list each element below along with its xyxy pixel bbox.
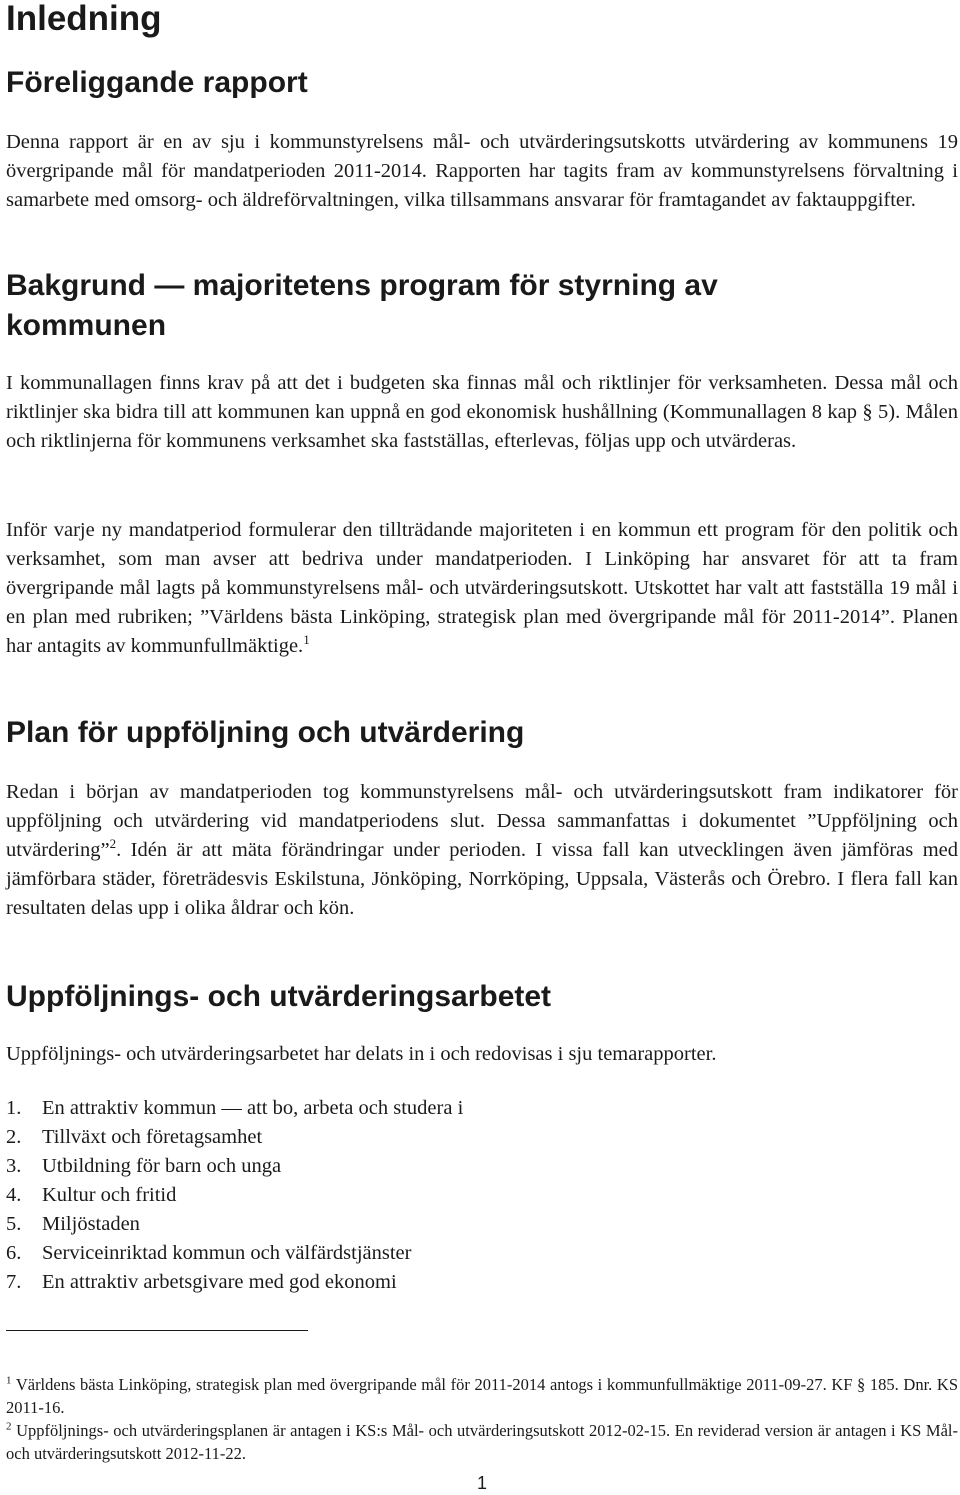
paragraph-plan-text-1: Redan i början av mandatperioden tog kommunstyrelsens mål- och utvärderingsutskott fram indikatorer för uppföljning och utvärdering vid mandatperiodens slut. Dessa sammanfattas i dokumentet ”Uppföljning och utvärdering” <box>6 781 958 861</box>
footnote-ref-1[interactable]: 1 <box>303 632 310 648</box>
heading-uppfoljningsarbetet: Uppföljnings- och utvärderingsarbetet <box>6 980 552 1013</box>
list-item <box>6 1239 463 1268</box>
list-item-text: En attraktiv kommun — att bo, arbeta och studera i <box>42 1097 464 1119</box>
list-item-number: 7. <box>6 1271 22 1293</box>
heading-bakgrund-line2: kommunen <box>6 309 167 342</box>
footnote-number: 2 <box>6 1420 12 1433</box>
heading-foreliggande-rapport: Föreliggande rapport <box>6 66 308 99</box>
footnote-ref-2[interactable]: 2 <box>109 836 117 852</box>
paragraph-kommunallagen: I kommunallagen finns krav på att det i budgeten ska finnas mål och riktlinjer för verksamheten. Dessa mål och riktlinjer ska bidra till att kommunen kan uppnå en god ekonomisk hushållning (Kommunallagen 8 kap § 5). Målen och riktlinjerna för kommunens verksamhet ska fastställas, efterlevas, följas upp och utvärderas. <box>6 372 958 452</box>
list-item-number: 1. <box>6 1097 22 1119</box>
paragraph-plan-text-2: . Idén är att mäta förändringar under perioden. I vissa fall kan utvecklingen även jämföras med jämförbara städer, företrädesvis Eskilstuna, Jönköping, Norrköping, Uppsala, Västerås och Örebro. I flera fall kan resultaten delas upp i olika åldrar och kön. <box>6 839 958 919</box>
list-item-number: 4. <box>6 1184 22 1206</box>
footnote-1 <box>6 1373 958 1419</box>
list-item-number: 6. <box>6 1242 22 1264</box>
heading-plan-uppfoljning: Plan för uppföljning och utvärdering <box>6 716 525 749</box>
paragraph-mandatperiod-text: Inför varje ny mandatperiod formulerar den tillträdande majoriteten i en kommun ett program för den politik och verksamhet, som man avser att bedriva under mandatperioden. I Linköping har ansvaret för att ta fram övergripande mål lagts på kommunstyrelsens mål- och utvärderingsutskott. Utskottet har valt att fastställa 19 mål i en plan med rubriken; ”Världens bästa Linköping, strategisk plan med övergripande mål för 2011-2014”. Planen har antagits av kommunfullmäktige. <box>6 519 958 657</box>
list-item-text: Kultur och fritid <box>42 1184 177 1206</box>
footnote-text: Världens bästa Linköping, strategisk plan med övergripande mål för 2011-2014 antogs i kommunfullmäktige 2011-09-27. KF § 185. Dnr. KS 2011-16. <box>6 1375 958 1417</box>
list-item-text: Serviceinriktad kommun och välfärdstjänster <box>42 1242 412 1264</box>
footnote-number: 1 <box>6 1374 12 1387</box>
list-item <box>6 1181 463 1210</box>
list-item <box>6 1152 463 1181</box>
list-item-text: Tillväxt och företagsamhet <box>42 1126 263 1148</box>
list-item <box>6 1094 463 1123</box>
footnotes <box>6 1373 958 1465</box>
heading-bakgrund-line1: Bakgrund — majoritetens program för styrning av <box>6 269 718 302</box>
list-item-number: 5. <box>6 1213 22 1235</box>
list-item-number: 2. <box>6 1126 22 1148</box>
paragraph-mandatperiod <box>6 516 958 661</box>
theme-report-list <box>6 1094 463 1297</box>
paragraph-foreliggande: Denna rapport är en av sju i kommunstyrelsens mål- och utvärderingsutskotts utvärdering av kommunens 19 övergripande mål för mandatperioden 2011-2014. Rapporten har tagits fram av kommunstyrelsens förvaltning i samarbete med omsorg- och äldreförvaltningen, vilka tillsammans ansvarar för framtagandet av faktauppgifter. <box>6 131 958 211</box>
footnote-separator <box>6 1330 308 1331</box>
list-item <box>6 1210 463 1239</box>
heading-inledning: Inledning <box>6 0 162 38</box>
footnote-text: Uppföljnings- och utvärderingsplanen är antagen i KS:s Mål- och utvärderingsutskott 2012-02-15. En reviderad version är antagen i KS Mål- och utvärderingsutskott 2012-11-22. <box>6 1421 959 1463</box>
paragraph-uppfoljningsarbetet: Uppföljnings- och utvärderingsarbetet har delats in i och redovisas i sju temarapporter. <box>6 1043 717 1065</box>
list-item <box>6 1268 463 1297</box>
heading-bakgrund <box>6 266 718 346</box>
list-item-text: Miljöstaden <box>42 1213 140 1235</box>
page-number: 1 <box>477 1473 488 1493</box>
paragraph-plan <box>6 778 958 923</box>
footnote-2 <box>6 1419 958 1465</box>
list-item-number: 3. <box>6 1155 22 1177</box>
list-item-text: En attraktiv arbetsgivare med god ekonomi <box>42 1271 397 1293</box>
list-item-text: Utbildning för barn och unga <box>42 1155 282 1177</box>
list-item <box>6 1123 463 1152</box>
